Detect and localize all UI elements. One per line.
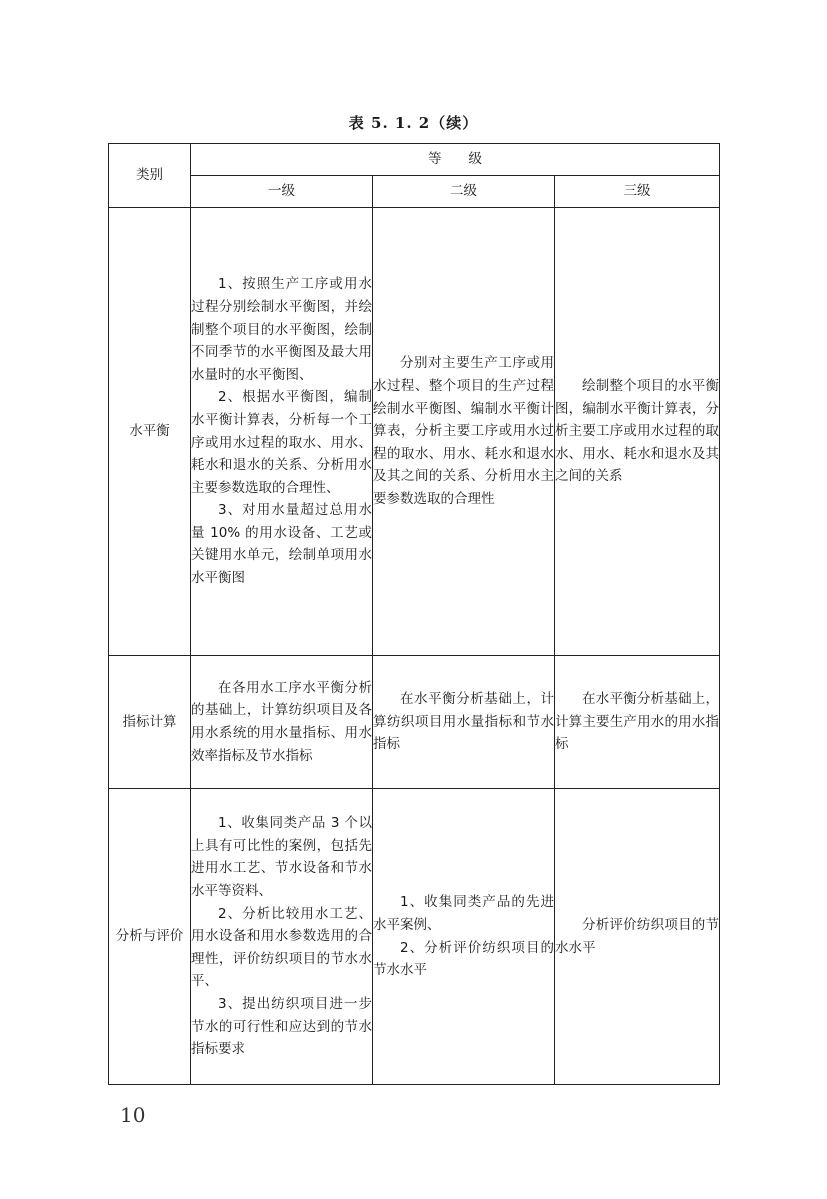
cell-paragraph: 在水平衡分析基础上，计算主要生产用水的用水指标 <box>555 691 720 753</box>
cell-paragraph: 2、分析评价纺织项目的节水水平 <box>373 939 554 979</box>
cell-level-2 <box>373 656 555 789</box>
cell-level-1 <box>191 656 373 789</box>
cell-level-2 <box>373 789 555 1085</box>
cell-paragraph: 在各用水工序水平衡分析的基础上，计算纺织项目及各用水系统的用水量指标、用水效率指标及节水指标 <box>191 679 372 764</box>
page-number: 10 <box>120 1103 146 1127</box>
table-row <box>109 789 720 1085</box>
cell-paragraph: 绘制整个项目的水平衡图，编制水平衡计算表，分析主要工序或用水过程的取水、用水、耗水和退水及其之间的关系 <box>555 378 720 485</box>
header-level-1: 一级 <box>191 176 373 208</box>
cell-paragraph: 分别对主要生产工序或用水过程、整个项目的生产过程绘制水平衡图、编制水平衡计算表，分析主要工序或用水过程的取水、用水、耗水和退水及其之间的关系、分析用水主要参数选取的合理性 <box>373 355 554 507</box>
row-category: 指标计算 <box>109 656 191 789</box>
header-level-2: 二级 <box>373 176 555 208</box>
row-category: 分析与评价 <box>109 789 191 1085</box>
cell-level-3 <box>555 656 720 789</box>
table-caption: 表 5. 1. 2（续） <box>348 114 479 132</box>
cell-level-2 <box>373 208 555 656</box>
cell-paragraph: 3、提出纺织项目进一步节水的可行性和应达到的节水指标要求 <box>191 995 372 1058</box>
cell-level-1 <box>191 789 373 1085</box>
cell-level-3 <box>555 789 720 1085</box>
table-row <box>109 656 720 789</box>
cell-paragraph: 2、根据水平衡图，编制水平衡计算表，分析每一个工序或用水过程的取水、用水、耗水和退水的关系、分析用水主要参数选取的合理性、 <box>191 389 372 496</box>
header-level-3: 三级 <box>555 176 720 208</box>
cell-paragraph: 1、收集同类产品的先进水平案例、 <box>373 894 554 933</box>
cell-paragraph: 分析评价纺织项目的节水水平 <box>555 916 720 956</box>
header-category: 类别 <box>109 144 191 208</box>
cell-paragraph: 2、分析比较用水工艺、用水设备和用水参数选用的合理性，评价纺织项目的节水水平、 <box>191 905 372 990</box>
grade-table <box>108 143 720 1085</box>
cell-paragraph: 在水平衡分析基础上，计算纺织项目用水量指标和节水指标 <box>373 691 554 753</box>
header-grade: 等 级 <box>191 144 720 176</box>
cell-level-3 <box>555 208 720 656</box>
cell-level-1 <box>191 208 373 656</box>
table-row <box>109 208 720 656</box>
cell-paragraph: 1、按照生产工序或用水过程分别绘制水平衡图，并绘制整个项目的水平衡图，绘制不同季节的水平衡图及最大用水量时的水平衡图、 <box>191 276 372 383</box>
cell-paragraph: 3、对用水量超过总用水量 10% 的用水设备、工艺或关键用水单元，绘制单项用水水平衡图 <box>191 502 372 587</box>
cell-paragraph: 1、收集同类产品 3 个以上具有可比性的案例，包括先进用水工艺、节水设备和节水水平等资料、 <box>191 815 372 900</box>
row-category: 水平衡 <box>109 208 191 656</box>
